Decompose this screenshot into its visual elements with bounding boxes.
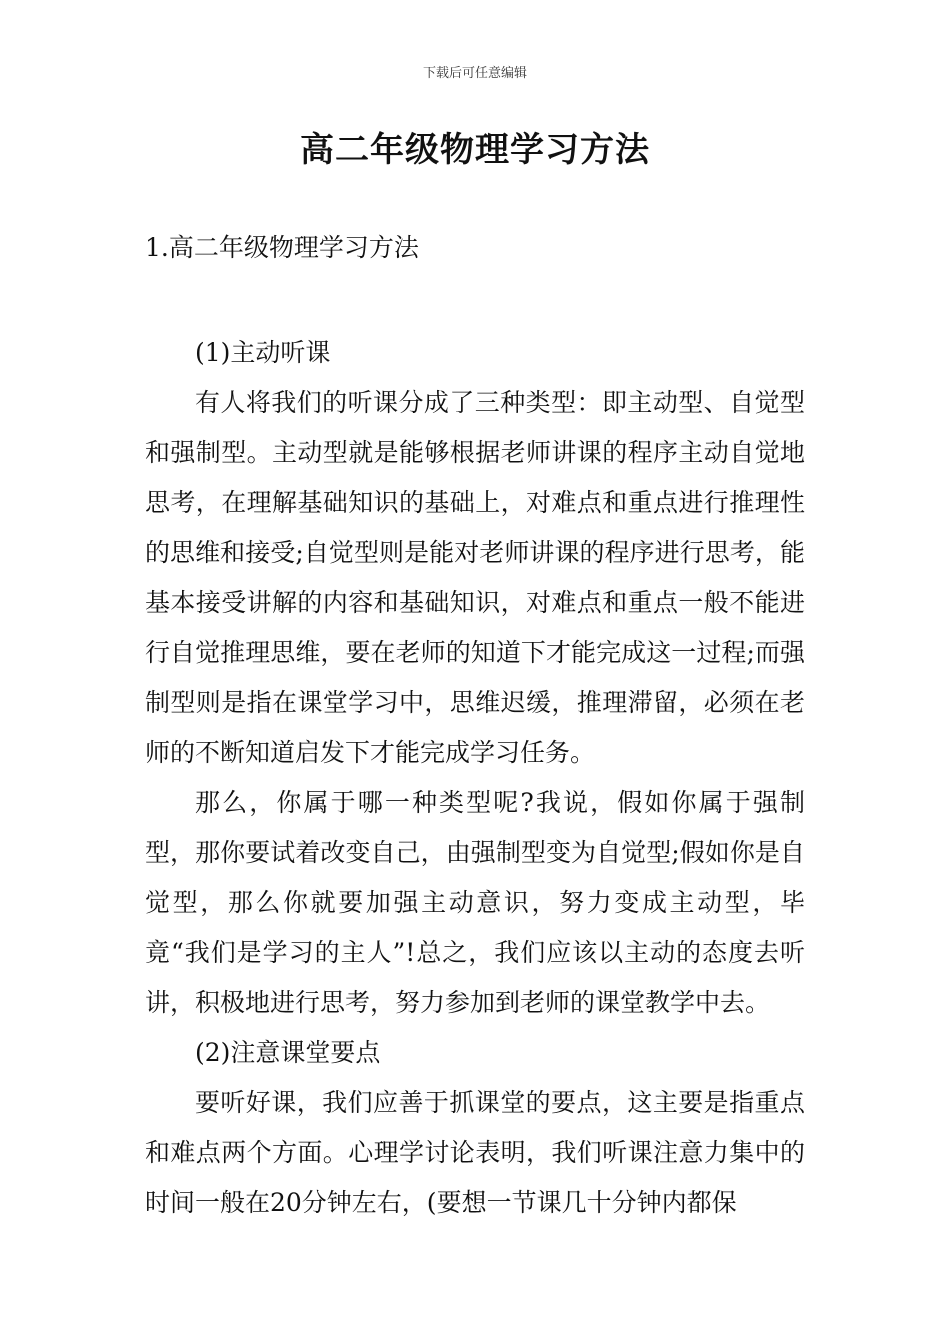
section-heading: 1.高二年级物理学习方法 (145, 233, 419, 262)
paragraph-key-points: 要听好课，我们应善于抓课堂的要点，这主要是指重点和难点两个方面。心理学讨论表明，我们听课注意力集中的时间一般在20分钟左右，(要想一节课几十分钟内都保 (145, 1088, 805, 1217)
body-text (145, 328, 805, 1228)
subheading-key-points: (2)注意课堂要点 (195, 1038, 381, 1067)
paragraph-listening-types: 有人将我们的听课分成了三种类型：即主动型、自觉型和强制型。主动型就是能够根据老师讲课的程序主动自觉地思考，在理解基础知识的基础上，对难点和重点进行推理性的思维和接受;自觉型则是能对老师讲课的程序进行思考，能基本接受讲解的内容和基础知识，对难点和重点一般不能进行自觉推理思维，要在老师的知道下才能完成这一过程;而强制型则是指在课堂学习中，思维迟缓，推理滞留，必须在老师的不断知道启发下才能完成学习任务。 (145, 388, 805, 767)
document-title: 高二年级物理学习方法 (300, 130, 650, 170)
header-note: 下载后可任意编辑 (422, 66, 527, 81)
paragraph-which-type: 那么，你属于哪一种类型呢?我说，假如你属于强制型，那你要试着改变自己，由强制型变为自觉型;假如你是自觉型，那么你就要加强主动意识，努力变成主动型，毕竟“我们是学习的主人”!总之，我们应该以主动的态度去听讲，积极地进行思考，努力参加到老师的课堂教学中去。 (145, 788, 805, 1017)
subheading-active-listening: (1)主动听课 (195, 338, 331, 367)
